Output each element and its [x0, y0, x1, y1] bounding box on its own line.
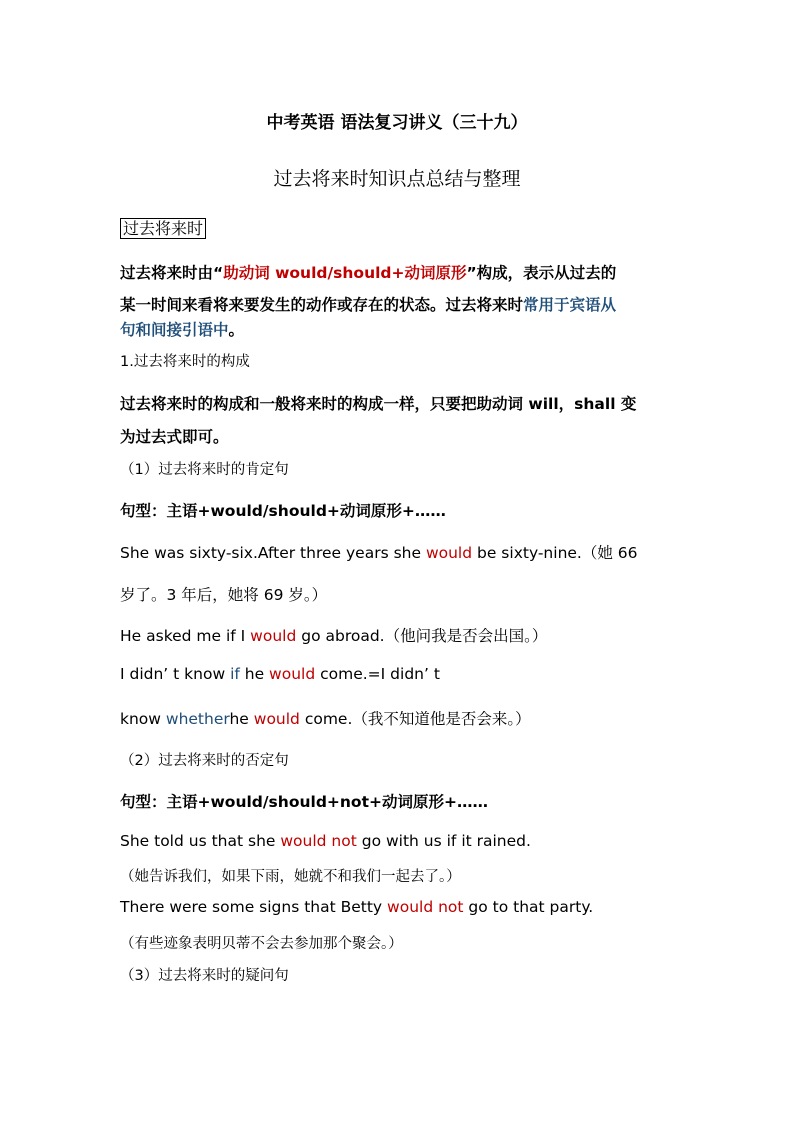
- example-text: He asked me if I: [120, 627, 251, 645]
- example-text: I didn’ t know: [120, 665, 231, 683]
- intro-text: 过去将来时由“: [120, 264, 224, 282]
- example-text: come.=I didn’ t: [315, 665, 440, 683]
- intro-text: ”构成，表示从过去的: [466, 264, 617, 282]
- example-sentence: [120, 541, 638, 563]
- example-translation: 岁了。3 年后，她将 69 岁。）: [120, 586, 328, 604]
- example-text: She told us that she: [120, 832, 281, 850]
- example-translation: （有些迹象表明贝蒂不会去参加那个聚会。）: [120, 936, 403, 952]
- example-text: he: [239, 665, 270, 683]
- example-text: come.（我不知道他是否会来。）: [299, 710, 531, 728]
- intro-highlight-red: 助动词 would/should+动词原形: [223, 264, 467, 282]
- rule-line-2: 为过去式即可。: [120, 428, 229, 446]
- example-text: go to that party.: [463, 898, 594, 916]
- intro-text: 。: [228, 321, 245, 339]
- intro-text: 某一时间来看将来要发生的动作或存在的状态。过去将来时: [120, 296, 524, 314]
- example-verb-red: would: [425, 544, 473, 562]
- example-verb-red: would: [269, 665, 316, 683]
- intro-line-3: [120, 318, 244, 340]
- question-heading: （3）过去将来时的疑问句: [120, 968, 289, 984]
- affirmative-pattern: 句型：主语+would/should+动词原形+……: [120, 502, 446, 520]
- example-text: he: [229, 710, 254, 728]
- example-sentence: [120, 707, 531, 729]
- example-text: There were some signs that Betty: [120, 898, 388, 916]
- intro-line-2: [120, 293, 616, 315]
- example-text: know: [120, 710, 166, 728]
- example-translation: （她告诉我们，如果下雨，她就不和我们一起去了。）: [120, 869, 461, 885]
- rule-line-1: 过去将来时的构成和一般将来时的构成一样，只要把助动词 will，shall 变: [120, 395, 637, 413]
- example-verb-red: would not: [280, 832, 357, 850]
- section-heading-box: 过去将来时: [120, 218, 206, 239]
- affirmative-heading: （1）过去将来时的肯定句: [120, 462, 289, 478]
- example-text: go abroad.（他问我是否会出国。）: [296, 627, 548, 645]
- example-sentence: [120, 832, 531, 850]
- intro-highlight-blue: 常用于宾语从: [523, 296, 617, 314]
- example-sentence: [120, 624, 547, 646]
- negative-pattern: 句型：主语+would/should+not+动词原形+……: [120, 793, 488, 811]
- intro-line-1: [120, 261, 616, 283]
- document-subtitle: 过去将来时知识点总结与整理: [273, 168, 521, 190]
- example-verb-red: would: [253, 710, 300, 728]
- example-verb-red: would: [250, 627, 297, 645]
- example-text: She was sixty-six.After three years she: [120, 544, 426, 562]
- intro-highlight-blue: 句和间接引语中: [120, 321, 229, 339]
- example-conj-blue: if: [230, 665, 240, 683]
- example-conj-blue: whether: [165, 710, 230, 728]
- document-title: 中考英语 语法复习讲义（三十九）: [266, 113, 528, 133]
- section-heading: [120, 216, 206, 239]
- example-verb-red: would not: [387, 898, 464, 916]
- example-sentence: [120, 898, 593, 916]
- subsection-heading: 1.过去将来时的构成: [120, 354, 250, 370]
- example-sentence: [120, 665, 440, 683]
- negative-heading: （2）过去将来时的否定句: [120, 753, 289, 769]
- example-text: be sixty-nine.（她 66: [472, 544, 638, 562]
- example-text: go with us if it rained.: [356, 832, 531, 850]
